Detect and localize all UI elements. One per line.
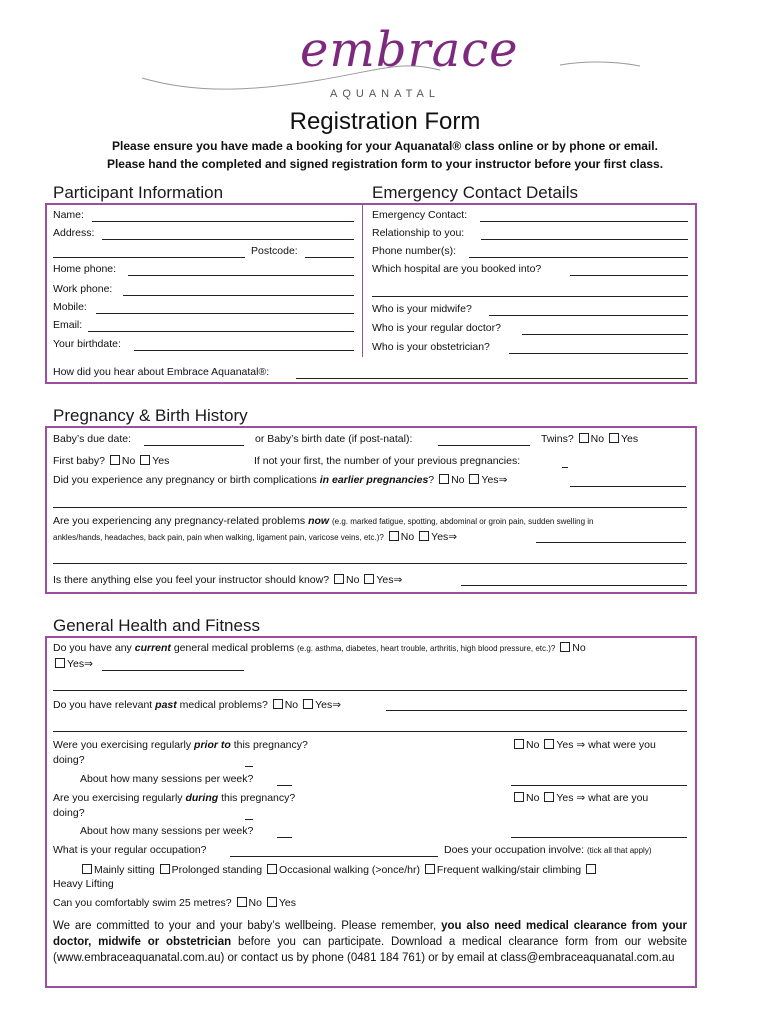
box-divider bbox=[362, 205, 363, 357]
arrow-icon: ⇒ bbox=[84, 658, 93, 670]
prior-doing-field[interactable] bbox=[245, 766, 253, 767]
occupation-options bbox=[80, 864, 598, 876]
problems-row bbox=[53, 515, 594, 527]
past-row bbox=[53, 699, 341, 711]
current-row bbox=[53, 642, 586, 654]
during-row bbox=[53, 792, 295, 804]
home-phone-field[interactable] bbox=[128, 275, 354, 276]
prolonged-standing-label: Prolonged standing bbox=[171, 864, 263, 876]
previous-pregnancies-field[interactable] bbox=[562, 467, 568, 468]
yes-label: Yes bbox=[481, 474, 499, 486]
yes-label: Yes bbox=[315, 699, 333, 711]
due-date-field[interactable] bbox=[144, 445, 244, 446]
logo-script: embrace bbox=[300, 22, 519, 78]
during-emphasis: during bbox=[185, 792, 219, 804]
problems-yes-checkbox[interactable] bbox=[419, 531, 429, 541]
what-are-label: what are you bbox=[588, 792, 649, 804]
hospital-field-2[interactable] bbox=[372, 296, 688, 297]
emergency-heading: Emergency Contact Details bbox=[372, 183, 578, 202]
prior-sessions-field[interactable] bbox=[277, 785, 292, 786]
postcode-label: Postcode: bbox=[251, 245, 298, 257]
swim-no-checkbox[interactable] bbox=[237, 897, 247, 907]
yes-label: Yes bbox=[620, 433, 639, 445]
no-label: No bbox=[284, 699, 299, 711]
swim-yes-checkbox[interactable] bbox=[267, 897, 277, 907]
participant-heading: Participant Information bbox=[53, 183, 224, 202]
current-yes-row bbox=[53, 658, 93, 670]
previous-pregnancies-label: If not your first, the number of your previous pregnancies: bbox=[254, 455, 521, 467]
hear-label: How did you hear about Embrace Aquanatal®: bbox=[53, 366, 270, 378]
birthdate-field[interactable] bbox=[134, 350, 354, 351]
prior-no-checkbox[interactable] bbox=[514, 739, 524, 749]
twins-row bbox=[541, 433, 638, 445]
birth-date-field[interactable] bbox=[438, 445, 530, 446]
during-doing-field[interactable] bbox=[245, 819, 253, 820]
heavy-lifting-checkbox[interactable] bbox=[586, 864, 596, 874]
occupation-field[interactable] bbox=[230, 856, 438, 857]
question-mark: ? bbox=[428, 474, 435, 486]
doctor-label: Who is your regular doctor? bbox=[372, 322, 501, 334]
phone-numbers-field[interactable] bbox=[469, 257, 688, 258]
yes-label: Yes bbox=[431, 531, 449, 543]
during-no-checkbox[interactable] bbox=[514, 792, 524, 802]
name-label: Name: bbox=[53, 209, 84, 221]
prolonged-standing-checkbox[interactable] bbox=[160, 864, 170, 874]
problems-examples-1: (e.g. marked fatigue, spotting, abdominal or groin pain, sudden swelling in bbox=[332, 517, 594, 526]
occupation-label: What is your regular occupation? bbox=[53, 844, 207, 856]
during-sessions-label: About how many sessions per week? bbox=[80, 825, 254, 837]
complications-field-2[interactable] bbox=[53, 507, 687, 508]
during-sessions-field[interactable] bbox=[277, 837, 292, 838]
current-examples: (e.g. asthma, diabetes, heart trouble, arthritis, high blood pressure, etc.)? bbox=[297, 644, 556, 653]
intro-line-2: Please hand the completed and signed registration form to your instructor before your first class. bbox=[106, 157, 664, 171]
work-phone-label: Work phone: bbox=[53, 283, 113, 295]
arrow-icon: ⇒ bbox=[393, 574, 403, 586]
prior-doing-label: doing? bbox=[53, 754, 85, 766]
past-label: Do you have relevant bbox=[53, 699, 153, 711]
prior-emphasis: prior to bbox=[194, 739, 231, 751]
birthdate-label: Your birthdate: bbox=[53, 338, 121, 350]
arrow-icon: ⇒ bbox=[576, 792, 586, 804]
arrow-icon: ⇒ bbox=[576, 739, 586, 751]
current-yes-checkbox[interactable] bbox=[55, 658, 65, 668]
email-field[interactable] bbox=[88, 331, 354, 332]
no-label: No bbox=[526, 739, 540, 751]
involve-label: Does your occupation involve: bbox=[444, 844, 585, 856]
complications-emphasis: in earlier pregnancies bbox=[319, 474, 429, 486]
postcode-field[interactable] bbox=[305, 257, 354, 258]
complications-row bbox=[53, 474, 507, 486]
past-label-2: medical problems? bbox=[179, 699, 268, 711]
prior-row bbox=[53, 739, 308, 751]
during-what-field[interactable] bbox=[511, 837, 687, 838]
emergency-contact-field[interactable] bbox=[480, 221, 688, 222]
page-title: Registration Form bbox=[289, 108, 481, 135]
participant-box bbox=[45, 203, 697, 384]
hospital-field[interactable] bbox=[570, 275, 688, 276]
doctor-field[interactable] bbox=[522, 334, 688, 335]
yes-label: Yes bbox=[67, 658, 85, 670]
complications-yes-checkbox[interactable] bbox=[469, 474, 479, 484]
past-no-checkbox[interactable] bbox=[273, 699, 283, 709]
prior-label: Were you exercising regularly bbox=[53, 739, 192, 751]
tick-all-note: (tick all that apply) bbox=[587, 846, 652, 855]
due-date-label: Baby’s due date: bbox=[53, 433, 132, 445]
arrow-icon: ⇒ bbox=[332, 699, 342, 711]
prior-yes-checkbox[interactable] bbox=[544, 739, 554, 749]
health-heading: General Health and Fitness bbox=[53, 616, 260, 635]
swim-label: Can you comfortably swim 25 metres? bbox=[53, 897, 232, 909]
home-phone-label: Home phone: bbox=[53, 263, 117, 275]
complications-label: Did you experience any pregnancy or birth complications bbox=[53, 474, 317, 486]
hear-field[interactable] bbox=[296, 378, 688, 379]
mobile-field[interactable] bbox=[96, 313, 354, 314]
prior-sessions-label: About how many sessions per week? bbox=[80, 773, 254, 785]
footer-part-1: We are committed to your and your baby’s wellbeing. Please remember, bbox=[53, 920, 437, 932]
past-field-2[interactable] bbox=[53, 731, 687, 732]
footer-bold: you also need medical clearance from your doctor, midwife or obstetrician bbox=[53, 920, 687, 948]
yes-label: Yes bbox=[556, 739, 574, 751]
logo-subtitle: AQUANATAL bbox=[330, 88, 440, 100]
involve-row bbox=[444, 844, 651, 856]
anything-no-checkbox[interactable] bbox=[334, 574, 344, 584]
current-field-2[interactable] bbox=[53, 690, 687, 691]
current-label: Do you have any bbox=[53, 642, 132, 654]
twins-yes-checkbox[interactable] bbox=[609, 433, 619, 443]
past-emphasis: past bbox=[155, 699, 177, 711]
anything-label: Is there anything else you feel your instructor should know? bbox=[53, 574, 330, 586]
name-field[interactable] bbox=[92, 221, 354, 222]
phone-numbers-label: Phone number(s): bbox=[372, 245, 457, 257]
no-label: No bbox=[346, 574, 360, 586]
midwife-label: Who is your midwife? bbox=[372, 303, 472, 315]
pregnancy-box bbox=[45, 426, 697, 594]
footer-part-2: before you can participate. Download a medical clearance form from our website (www.embraceaquanatal.com.au) or contact us by phone (0481 184 761) or by email at class@embraceaquanatal.com.au bbox=[53, 936, 688, 964]
problems-field[interactable] bbox=[536, 542, 686, 543]
heavy-lifting-label: Heavy Lifting bbox=[53, 878, 114, 890]
first-baby-no-checkbox[interactable] bbox=[110, 455, 120, 465]
past-field[interactable] bbox=[386, 710, 687, 711]
problems-label: Are you experiencing any pregnancy-related problems bbox=[53, 515, 306, 527]
current-no-checkbox[interactable] bbox=[560, 642, 570, 652]
during-label-2: this pregnancy? bbox=[221, 792, 296, 804]
swim-row bbox=[53, 897, 296, 909]
no-label: No bbox=[526, 792, 540, 804]
yes-label: Yes bbox=[278, 897, 296, 909]
pregnancy-heading: Pregnancy & Birth History bbox=[53, 406, 248, 425]
hospital-label: Which hospital are you booked into? bbox=[372, 263, 542, 275]
twins-no-checkbox[interactable] bbox=[579, 433, 589, 443]
address-field-2[interactable] bbox=[53, 257, 245, 258]
occasional-walking-checkbox[interactable] bbox=[267, 864, 277, 874]
current-emphasis: current bbox=[134, 642, 171, 654]
occasional-walking-label: Occasional walking (>once/hr) bbox=[279, 864, 420, 876]
relationship-field[interactable] bbox=[481, 239, 688, 240]
problems-examples-2: ankles/hands, headaches, back pain, pain when walking, ligament pain, varicose veins, etc.)? bbox=[53, 533, 384, 542]
no-label: No bbox=[400, 531, 415, 543]
no-label: No bbox=[590, 433, 605, 445]
anything-row bbox=[53, 574, 402, 586]
arrow-icon: ⇒ bbox=[448, 531, 458, 543]
work-phone-field[interactable] bbox=[123, 295, 354, 296]
current-field[interactable] bbox=[102, 670, 244, 671]
prior-what-field[interactable] bbox=[511, 785, 687, 786]
complications-no-checkbox[interactable] bbox=[439, 474, 449, 484]
past-yes-checkbox[interactable] bbox=[303, 699, 313, 709]
during-label: Are you exercising regularly bbox=[53, 792, 183, 804]
birth-date-label: or Baby’s birth date (if post-natal): bbox=[255, 433, 413, 445]
email-label: Email: bbox=[53, 319, 83, 331]
frequent-walking-label: Frequent walking/stair climbing bbox=[436, 864, 582, 876]
midwife-field[interactable] bbox=[489, 315, 688, 316]
problems-no-checkbox[interactable] bbox=[389, 531, 399, 541]
prior-label-2: this pregnancy? bbox=[233, 739, 308, 751]
current-label-2: general medical problems bbox=[173, 642, 295, 654]
during-options bbox=[512, 792, 648, 804]
yes-label: Yes bbox=[556, 792, 574, 804]
during-doing-label: doing? bbox=[53, 807, 85, 819]
mobile-label: Mobile: bbox=[53, 301, 87, 313]
emergency-contact-label: Emergency Contact: bbox=[372, 209, 468, 221]
mainly-sitting-label: Mainly sitting bbox=[94, 864, 155, 876]
what-were-label: what were you bbox=[588, 739, 656, 751]
footer-text bbox=[53, 918, 687, 966]
first-baby-label: First baby? bbox=[53, 455, 105, 467]
frequent-walking-checkbox[interactable] bbox=[425, 864, 435, 874]
no-label: No bbox=[451, 474, 465, 486]
yes-label: Yes bbox=[152, 455, 170, 467]
no-label: No bbox=[121, 455, 136, 467]
anything-field[interactable] bbox=[461, 585, 687, 586]
twins-label: Twins? bbox=[541, 433, 574, 445]
intro-line-1: Please ensure you have made a booking for your Aquanatal® class online or by phone or email. bbox=[112, 139, 658, 153]
address-label: Address: bbox=[53, 227, 95, 239]
problems-emphasis: now bbox=[308, 515, 330, 527]
first-baby-row bbox=[53, 455, 169, 467]
problems-field-2[interactable] bbox=[53, 563, 687, 564]
anything-yes-checkbox[interactable] bbox=[364, 574, 374, 584]
no-label: No bbox=[248, 897, 262, 909]
problems-row-2 bbox=[53, 531, 457, 543]
mainly-sitting-checkbox[interactable] bbox=[82, 864, 92, 874]
during-yes-checkbox[interactable] bbox=[544, 792, 554, 802]
address-field[interactable] bbox=[102, 239, 354, 240]
prior-options bbox=[512, 739, 656, 751]
arrow-icon: ⇒ bbox=[498, 474, 508, 486]
obstetrician-label: Who is your obstetrician? bbox=[372, 341, 490, 353]
obstetrician-field[interactable] bbox=[509, 353, 688, 354]
no-label: No bbox=[572, 642, 586, 654]
yes-label: Yes bbox=[376, 574, 394, 586]
first-baby-yes-checkbox[interactable] bbox=[140, 455, 150, 465]
relationship-label: Relationship to you: bbox=[372, 227, 465, 239]
complications-field[interactable] bbox=[570, 486, 686, 487]
